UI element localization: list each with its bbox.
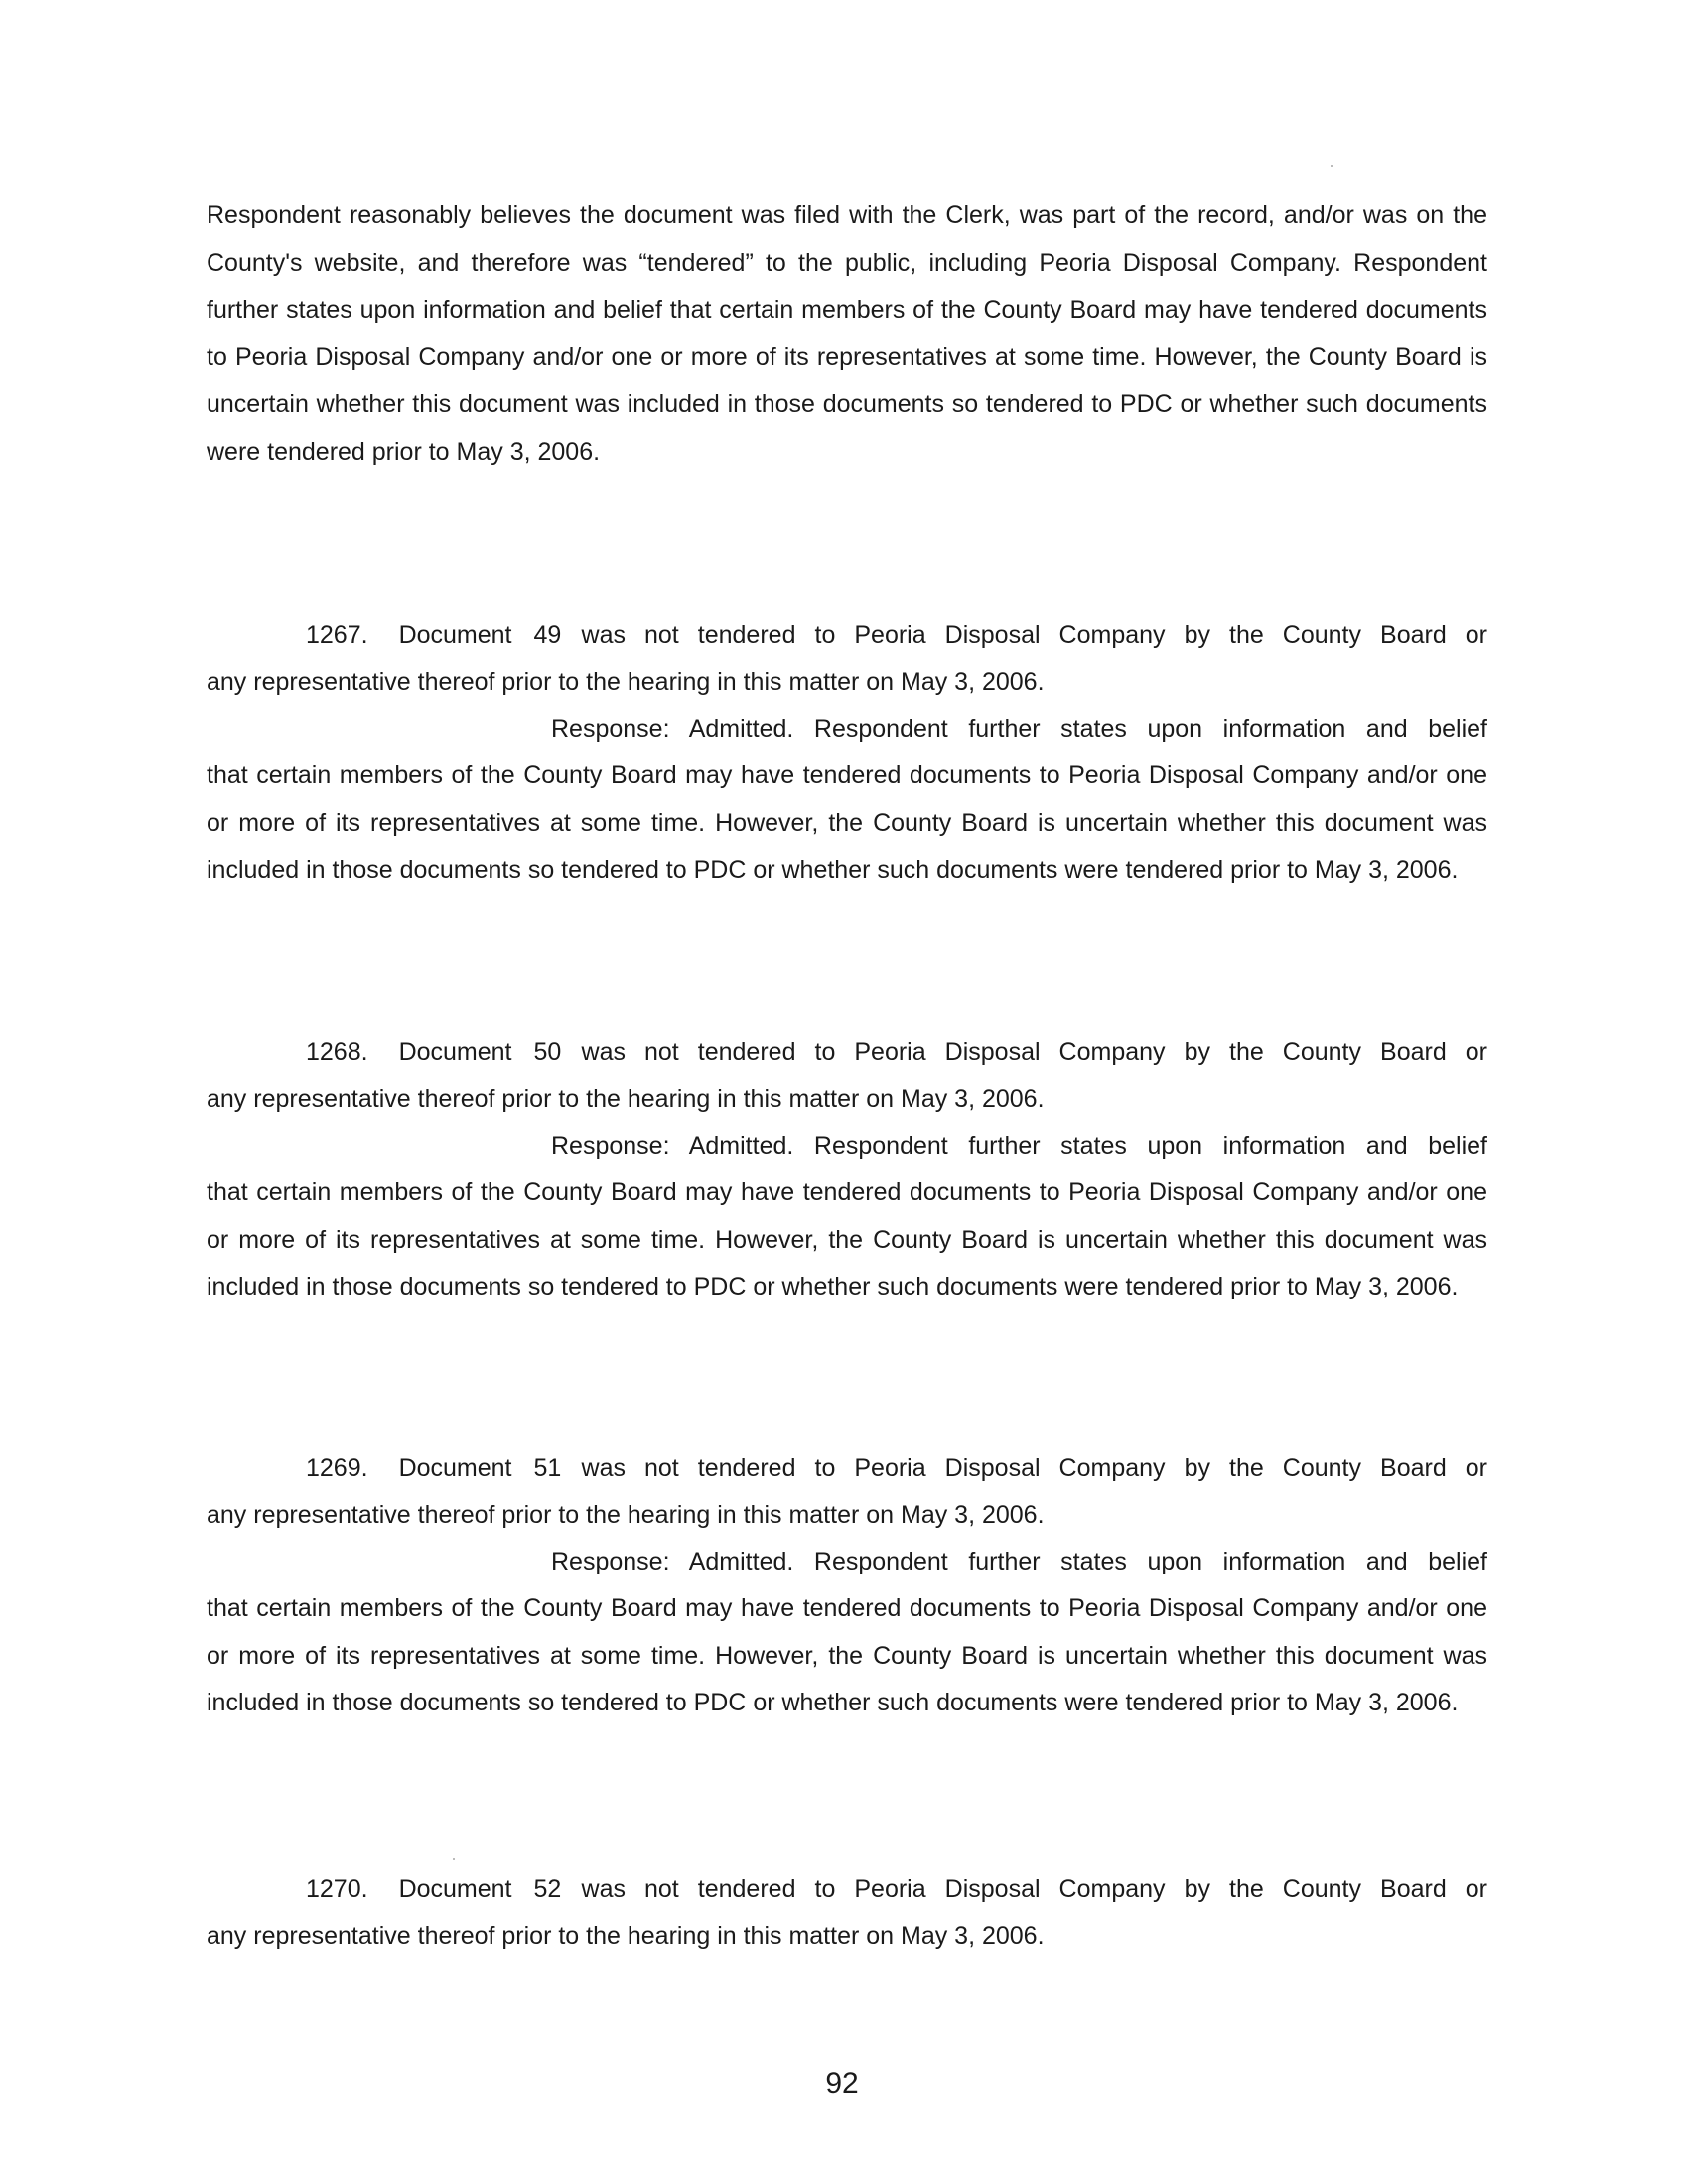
document-label: Document xyxy=(398,1454,512,1482)
request-line-2: any representative thereof prior to the hearing in this matter on May 3, 2006. xyxy=(207,1085,1045,1113)
response-first-line: Response: Admitted. Respondent further states upon information and belief xyxy=(551,1132,1487,1160)
request-number: 1269. xyxy=(306,1454,368,1482)
request-line-2: any representative thereof prior to the hearing in this matter on May 3, 2006. xyxy=(207,1501,1045,1529)
response-body: that certain members of the County Board may have tendered documents to Peoria Disposal Company and/or one or more of its representatives at some time. However, the County Board is uncertain whether this document was included in those documents so tendered to PDC or whether such documents were tendered prior to May 3, 2006. xyxy=(207,1178,1487,1300)
request-line-2: any representative thereof prior to the hearing in this matter on May 3, 2006. xyxy=(207,1922,1045,1950)
document-label: Document xyxy=(398,1875,512,1903)
document-number: 51 xyxy=(533,1454,562,1482)
document-number: 52 xyxy=(533,1875,562,1903)
page-number: 92 xyxy=(825,2067,859,2100)
request-number: 1268. xyxy=(306,1038,368,1066)
response-body: that certain members of the County Board may have tendered documents to Peoria Disposal Company and/or one or more of its representatives at some time. However, the County Board is uncertain whether this document was included in those documents so tendered to PDC or whether such documents were tendered prior to May 3, 2006. xyxy=(207,1594,1487,1716)
response-first-line: Response: Admitted. Respondent further states upon information and belief xyxy=(551,715,1487,743)
request-text: was not tendered to Peoria Disposal Company by the County Board or xyxy=(581,1875,1487,1903)
response-first-line: Response: Admitted. Respondent further states upon information and belief xyxy=(551,1548,1487,1575)
request-text: was not tendered to Peoria Disposal Company by the County Board or xyxy=(581,621,1487,649)
scan-speck xyxy=(453,1858,455,1860)
request-text: was not tendered to Peoria Disposal Company by the County Board or xyxy=(581,1454,1487,1482)
document-label: Document xyxy=(398,1038,512,1066)
request-text: was not tendered to Peoria Disposal Company by the County Board or xyxy=(581,1038,1487,1066)
document-number: 50 xyxy=(533,1038,562,1066)
request-number: 1270. xyxy=(306,1875,368,1903)
response-body: that certain members of the County Board may have tendered documents to Peoria Disposal Company and/or one or more of its representatives at some time. However, the County Board is uncertain whether this document was included in those documents so tendered to PDC or whether such documents were tendered prior to May 3, 2006. xyxy=(207,761,1487,884)
continuation-paragraph: Respondent reasonably believes the document was filed with the Clerk, was part of the record, and/or was on the County's website, and therefore was “tendered” to the public, including Peoria Disposal Company. Respondent further states upon information and belief that certain members of the County Board may have tendered documents to Peoria Disposal Company and/or one or more of its representatives at some time. However, the County Board is uncertain whether this document was included in those documents so tendered to PDC or whether such documents were tendered prior to May 3, 2006. xyxy=(207,202,1487,466)
request-line-1270 xyxy=(207,1866,1487,1914)
scan-speck xyxy=(1331,165,1333,167)
request-line-1268 xyxy=(207,1029,1487,1077)
document-number: 49 xyxy=(533,621,562,649)
document-label: Document xyxy=(398,621,512,649)
request-line-1269 xyxy=(207,1445,1487,1493)
request-number: 1267. xyxy=(306,621,368,649)
request-line-2: any representative thereof prior to the hearing in this matter on May 3, 2006. xyxy=(207,668,1045,696)
request-line-1267 xyxy=(207,613,1487,660)
